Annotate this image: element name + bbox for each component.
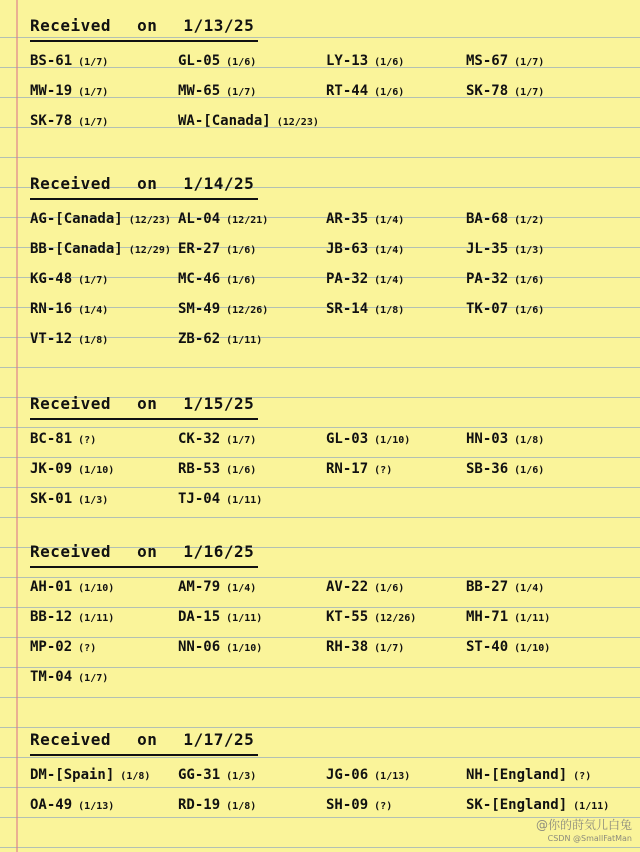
heading-on: on [137, 394, 158, 413]
entry [466, 632, 606, 662]
entry-code: LY-13 [326, 53, 369, 69]
entry [326, 234, 466, 264]
heading-on: on [137, 730, 158, 749]
entry-note: (?) [374, 465, 393, 476]
entry [30, 294, 178, 324]
entry [178, 76, 326, 106]
entry-code: SB-36 [466, 461, 509, 477]
entry [30, 484, 178, 514]
entry [178, 454, 326, 484]
entry [326, 264, 466, 294]
entry-note: (1/3) [514, 245, 545, 256]
entry-note: (1/4) [374, 215, 405, 226]
section-1-16 [30, 540, 635, 692]
entry-code: RD-19 [178, 797, 221, 813]
entry-code: BB-12 [30, 609, 73, 625]
entry-note: (?) [374, 801, 393, 812]
entry-note: (?) [573, 771, 592, 782]
heading-label: Received [30, 174, 112, 193]
entry-code: JG-06 [326, 767, 369, 783]
entry [178, 484, 326, 514]
entry-note: (1/7) [374, 643, 405, 654]
entry-note: (1/10) [78, 465, 115, 476]
entry [178, 234, 326, 264]
entry-code: NN-06 [178, 639, 221, 655]
entry-note: (1/6) [514, 305, 545, 316]
heading-label: Received [30, 394, 112, 413]
entry-note: (?) [78, 643, 97, 654]
watermark [536, 818, 632, 846]
entry [178, 204, 326, 234]
entry-code: AH-01 [30, 579, 73, 595]
entry-code: HN-03 [466, 431, 509, 447]
entry-code: WA-[Canada] [178, 113, 271, 129]
entry-note: (1/7) [226, 435, 257, 446]
entry-note: (12/29) [128, 245, 171, 256]
entry [178, 46, 326, 76]
section-heading [30, 392, 258, 420]
entry-code: ZB-62 [178, 331, 221, 347]
entry [466, 602, 606, 632]
heading-on: on [137, 174, 158, 193]
entry-note: (1/7) [78, 57, 109, 68]
entry [178, 760, 326, 790]
entry-code: CK-32 [178, 431, 221, 447]
heading-on: on [137, 542, 158, 561]
entry [466, 790, 610, 820]
heading-date: 1/14/25 [183, 174, 255, 193]
entry [466, 454, 606, 484]
entry-note: (1/7) [226, 87, 257, 98]
entry-note: (1/7) [78, 673, 109, 684]
entry-note: (1/13) [374, 771, 411, 782]
entry-code: OA-49 [30, 797, 73, 813]
section-1-17 [30, 728, 635, 820]
entry [178, 572, 326, 602]
entry [30, 204, 178, 234]
entry-note: (1/8) [226, 801, 257, 812]
entry [178, 632, 326, 662]
entry-note: (1/4) [374, 275, 405, 286]
entry-code: KT-55 [326, 609, 369, 625]
entry-note: (1/4) [374, 245, 405, 256]
section-1-13 [30, 14, 635, 136]
entry [466, 46, 606, 76]
entry-code: SM-49 [178, 301, 221, 317]
heading-date: 1/16/25 [183, 542, 255, 561]
entry-code: BC-81 [30, 431, 73, 447]
watermark-text: @你的莳気儿白兔 [535, 818, 632, 832]
entry-code: MS-67 [466, 53, 509, 69]
entry-note: (?) [78, 435, 97, 446]
entry-code: TJ-04 [178, 491, 221, 507]
entry [326, 424, 466, 454]
entry [178, 324, 326, 354]
entry [30, 572, 178, 602]
entry [178, 294, 326, 324]
entry-code: AR-35 [326, 211, 369, 227]
entry-code: AL-04 [178, 211, 221, 227]
entry-note: (12/26) [226, 305, 269, 316]
entry [30, 106, 178, 136]
heading-date: 1/13/25 [183, 16, 255, 35]
entry-code: GG-31 [178, 767, 221, 783]
entry-note: (1/10) [226, 643, 263, 654]
entry [178, 264, 326, 294]
entry-code: SK-[England] [466, 797, 568, 813]
entry [326, 454, 466, 484]
entry-note: (1/11) [226, 495, 263, 506]
entry [178, 602, 326, 632]
entry [326, 46, 466, 76]
entry-note: (1/7) [514, 57, 545, 68]
entry-code: JB-63 [326, 241, 369, 257]
entry-code: SR-14 [326, 301, 369, 317]
entry-grid [30, 46, 635, 136]
entry-grid [30, 204, 635, 354]
entry-note: (1/3) [226, 771, 257, 782]
entry-code: BS-61 [30, 53, 73, 69]
entry [326, 760, 466, 790]
entry-note: (1/11) [226, 613, 263, 624]
section-heading [30, 540, 258, 568]
entry [30, 324, 178, 354]
entry-code: PA-32 [326, 271, 369, 287]
entry-note: (1/11) [514, 613, 551, 624]
entry-note: (1/6) [226, 245, 257, 256]
entry-code: SH-09 [326, 797, 369, 813]
entry-note: (1/7) [78, 87, 109, 98]
entry [30, 424, 178, 454]
entry-grid [30, 572, 635, 692]
entry [326, 294, 466, 324]
heading-date: 1/17/25 [183, 730, 255, 749]
heading-date: 1/15/25 [183, 394, 255, 413]
entry-note: (1/11) [226, 335, 263, 346]
entry-note: (1/7) [78, 275, 109, 286]
entry [326, 632, 466, 662]
entry-code: RB-53 [178, 461, 221, 477]
entry-code: PA-32 [466, 271, 509, 287]
entry [30, 46, 178, 76]
entry-code: AM-79 [178, 579, 221, 595]
entry-note: (1/11) [573, 801, 610, 812]
entry-code: BB-27 [466, 579, 509, 595]
entry [326, 602, 466, 632]
entry [466, 424, 606, 454]
entry-code: MC-46 [178, 271, 221, 287]
entry [30, 632, 178, 662]
entry-note: (12/21) [226, 215, 269, 226]
entry-code: TM-04 [30, 669, 73, 685]
entry [30, 454, 178, 484]
entry-note: (1/8) [514, 435, 545, 446]
heading-label: Received [30, 542, 112, 561]
entry-note: (1/6) [226, 465, 257, 476]
entry-note: (1/13) [78, 801, 115, 812]
entry-code: KG-48 [30, 271, 73, 287]
entry-code: BA-68 [466, 211, 509, 227]
entry [466, 234, 606, 264]
entry-note: (1/7) [514, 87, 545, 98]
entry [178, 790, 326, 820]
entry-note: (1/6) [374, 583, 405, 594]
entry-note: (1/6) [514, 465, 545, 476]
entry-code: MP-02 [30, 639, 73, 655]
entry-grid [30, 760, 635, 820]
entry [326, 790, 466, 820]
entry-code: MW-19 [30, 83, 73, 99]
entry [466, 760, 606, 790]
heading-on: on [137, 16, 158, 35]
heading-label: Received [30, 16, 112, 35]
entry-code: GL-03 [326, 431, 369, 447]
section-heading [30, 172, 258, 200]
entry [466, 76, 606, 106]
notebook-page [30, 0, 635, 852]
entry-code: AG-[Canada] [30, 211, 123, 227]
entry-code: SK-01 [30, 491, 73, 507]
entry [326, 76, 466, 106]
entry-code: ER-27 [178, 241, 221, 257]
entry-code: ST-40 [466, 639, 509, 655]
entry-code: AV-22 [326, 579, 369, 595]
entry-code: RH-38 [326, 639, 369, 655]
heading-label: Received [30, 730, 112, 749]
entry [30, 760, 178, 790]
entry-note: (1/10) [514, 643, 551, 654]
entry-note: (1/10) [374, 435, 411, 446]
section-heading [30, 14, 258, 42]
entry [30, 662, 178, 692]
entry-code: MH-71 [466, 609, 509, 625]
section-heading [30, 728, 258, 756]
entry-code: BB-[Canada] [30, 241, 123, 257]
entry [30, 790, 178, 820]
entry [178, 424, 326, 454]
entry-code: VT-12 [30, 331, 73, 347]
entry-note: (1/4) [514, 583, 545, 594]
entry-code: JL-35 [466, 241, 509, 257]
margin-line [16, 0, 18, 852]
entry-code: SK-78 [30, 113, 73, 129]
entry [30, 76, 178, 106]
entry-code: NH-[England] [466, 767, 568, 783]
entry-code: SK-78 [466, 83, 509, 99]
entry-note: (1/10) [78, 583, 115, 594]
entry-note: (12/23) [128, 215, 171, 226]
entry-note: (1/6) [226, 57, 257, 68]
entry-code: MW-65 [178, 83, 221, 99]
entry [30, 264, 178, 294]
entry-code: RT-44 [326, 83, 369, 99]
section-1-14 [30, 172, 635, 354]
watermark-small: CSDN @SmallFatMan [547, 834, 632, 843]
entry [466, 264, 606, 294]
entry [466, 204, 606, 234]
entry [326, 204, 466, 234]
entry [466, 294, 606, 324]
entry [30, 602, 178, 632]
entry-code: RN-17 [326, 461, 369, 477]
entry-note: (1/7) [78, 117, 109, 128]
entry-code: GL-05 [178, 53, 221, 69]
entry-note: (1/3) [78, 495, 109, 506]
entry-note: (1/4) [226, 583, 257, 594]
entry-note: (1/11) [78, 613, 115, 624]
entry-note: (1/6) [374, 87, 405, 98]
entry-note: (1/8) [374, 305, 405, 316]
entry [326, 572, 466, 602]
entry-code: TK-07 [466, 301, 509, 317]
entry-note: (1/4) [78, 305, 109, 316]
entry-note: (1/6) [374, 57, 405, 68]
entry-grid [30, 424, 635, 514]
entry-note: (1/6) [226, 275, 257, 286]
entry-note: (12/26) [374, 613, 417, 624]
entry [178, 106, 466, 136]
entry [466, 572, 606, 602]
entry-note: (1/2) [514, 215, 545, 226]
entry-note: (1/8) [120, 771, 151, 782]
entry-code: RN-16 [30, 301, 73, 317]
entry [30, 234, 178, 264]
entry-code: DA-15 [178, 609, 221, 625]
entry-note: (12/23) [276, 117, 319, 128]
entry-note: (1/8) [78, 335, 109, 346]
entry-code: JK-09 [30, 461, 73, 477]
entry-note: (1/6) [514, 275, 545, 286]
entry-code: DM-[Spain] [30, 767, 115, 783]
section-1-15 [30, 392, 635, 514]
